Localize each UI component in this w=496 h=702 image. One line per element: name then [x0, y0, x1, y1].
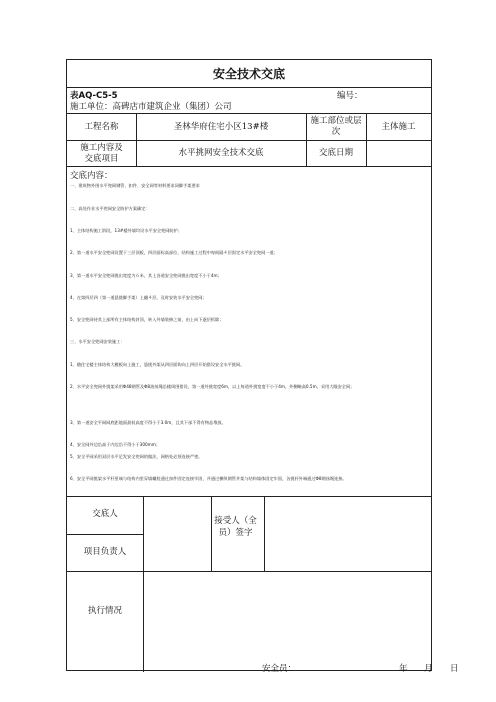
construction-unit: 施工单位：高碑店市建筑企业（集团）公司: [70, 102, 232, 112]
safety-officer-label: 安全员：: [262, 664, 297, 674]
para-13: 5、安全平网采用双层水平足发安全兜网的做法，网格处必须连接严密。: [70, 454, 203, 459]
signature-block: [67, 496, 431, 571]
para-3: 1、主体结构施工阶段，13#楼外墙均设水平安全兜网防护；: [70, 228, 183, 233]
month-label: 月: [424, 664, 433, 674]
part-label: 施工部位或层次: [310, 116, 362, 137]
number-label: 编号：: [337, 91, 363, 101]
para-7: 5、安全兜网待其上部所有主体结构封顶，转入外墙装修之前，由上向下逐层拆除；: [70, 317, 224, 322]
para-8: 三、水平安全兜网安装施工：: [70, 339, 125, 344]
date-value: [366, 141, 431, 166]
handover-label: 交底人: [92, 509, 118, 519]
para-11: 3、第一道安全平网网底距地面最低高度不得小于3.0m，且其下部不得有物品堆放。: [70, 420, 226, 425]
project-name-value: 圣林华府住宅小区13#楼: [173, 121, 269, 132]
day-label: 日: [450, 664, 459, 674]
header-row-project: [67, 113, 431, 140]
leader-label: 项目负责人: [83, 547, 127, 557]
para-12: 4、安全网外边沿高于内边沿不得小于300mm；: [70, 442, 161, 447]
safety-handover-form: [66, 59, 459, 674]
header-row-item: [67, 140, 431, 166]
item-label: 施工内容及交底项目: [80, 142, 123, 164]
execution-block: [67, 571, 459, 674]
para-2: 二、高处作业水平兜网安全防护方案确定：: [70, 206, 150, 211]
project-name-label: 工程名称: [84, 121, 119, 132]
para-14: 6、安全平网挑架水平杆里端与结构内里穿墙螺栓通过扣件固定连接牢固，并通过横纵钢管并架与结构墙体固定牢固，各挑杆外端通过Φ8钢丝绳连接。: [70, 476, 347, 481]
para-9: 1、随住宅楼主体结构大模板向上施工，悬挑外架从四层面钩向上四层开始搭设安全水平挑网。: [70, 362, 245, 367]
para-10: 2、水平安全兜网外挑架采用Φ48钢管及Φ8油丝绳沿楼周围搭设，第一道外挑宽度6m，以上每道外挑宽度不小于4m，外侧略高0.5m，采用大眼安全网；: [70, 384, 355, 389]
para-4: 2、第一道水平安全兜网设置于三层顶板，四层面标高部位，结构施工过程中每间隔４层固定水平安全兜网一道；: [70, 250, 278, 255]
content-area: [67, 166, 431, 496]
year-label: 年: [399, 664, 408, 674]
para-1: 一、建筑物外围水平兜网钢管、扣件、安全网等材料要求同脚手架要求: [70, 183, 200, 188]
form-code: 表AQ-C5-5: [70, 91, 118, 101]
part-value: 主体施工: [381, 121, 416, 132]
execution-label: 执行情况: [87, 606, 122, 616]
form-title: 安全技术交底: [67, 60, 431, 88]
item-value: 水平挑网安全技术交底: [178, 148, 264, 158]
content-heading: 交底内容：: [70, 171, 113, 181]
date-label: 交底日期: [318, 148, 353, 158]
receiver-label: 接受人（全员）签字: [214, 516, 257, 538]
para-5: 3、第一道水平安全兜网挑出宽度为６米，其上各道安全兜网挑出宽度不小于4m；: [70, 273, 222, 278]
para-6: 4、在第四层四（第一道悬挑脚手架）上翻４层，及时安装水平安全兜网；: [70, 295, 207, 300]
